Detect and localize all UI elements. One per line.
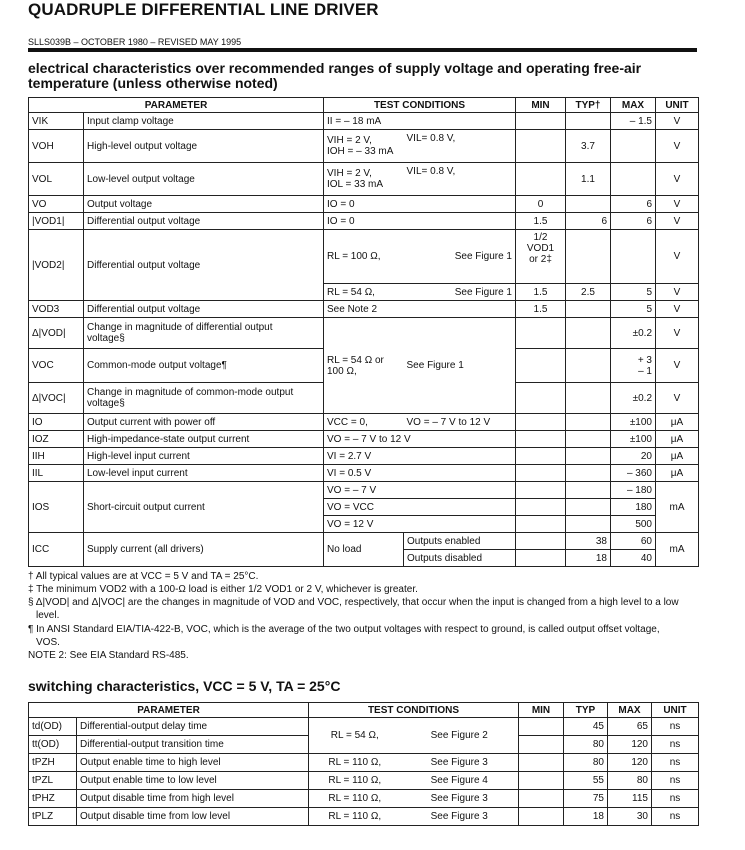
col-unit: UNIT: [656, 98, 699, 113]
description: voltage§: [87, 333, 125, 344]
condition: See Figure 3: [401, 790, 519, 808]
footnote-ddagger: ‡ The minimum VOD2 with a 100-Ω load is either 1/2 VOD1 or 2 V, whichever is greater.: [28, 584, 418, 595]
max-value: ±0.2: [611, 383, 656, 414]
condition: VI = 0.5 V: [324, 465, 516, 482]
condition: VIL= 0.8 V,: [404, 163, 516, 196]
description: Change in magnitude of common-mode output: [87, 387, 294, 398]
unit: V: [656, 284, 699, 301]
condition: II = – 18 mA: [324, 113, 516, 130]
description: High-level input current: [84, 448, 324, 465]
condition: See Figure 3: [401, 754, 519, 772]
symbol: IIL: [29, 465, 84, 482]
description: Output voltage: [84, 196, 324, 213]
table-row: [29, 790, 699, 808]
condition: IOH = – 33 mA: [327, 146, 394, 157]
max-value: 500: [611, 516, 656, 533]
unit: V: [656, 318, 699, 349]
typ-value: 55: [564, 772, 608, 790]
typ-value: 45: [564, 718, 608, 736]
unit: mA: [656, 482, 699, 533]
unit: ns: [652, 772, 699, 790]
condition: RL = 54 Ω,: [309, 718, 401, 754]
table-row: [29, 465, 699, 482]
symbol: td(OD): [29, 718, 77, 736]
min-value: 1.5: [516, 301, 566, 318]
typ-value: 80: [564, 754, 608, 772]
footnote-section-cont: level.: [36, 610, 60, 621]
typ-value: 80: [564, 736, 608, 754]
unit: ns: [652, 718, 699, 736]
symbol: tPZH: [29, 754, 77, 772]
symbol: Δ|VOD|: [29, 318, 84, 349]
symbol: |VOD1|: [29, 213, 84, 230]
condition: VI = 2.7 V: [324, 448, 516, 465]
max-value: 6: [611, 213, 656, 230]
table-row: [29, 448, 699, 465]
unit: μA: [656, 431, 699, 448]
condition: RL = 110 Ω,: [309, 808, 401, 826]
footnotes: [28, 570, 708, 662]
note-2: NOTE 2: See EIA Standard RS-485.: [28, 650, 189, 661]
condition: IO = 0: [324, 213, 516, 230]
typ-value: 38: [566, 533, 611, 550]
max-value: 120: [608, 754, 652, 772]
unit: μA: [656, 414, 699, 431]
table-row: [29, 318, 699, 349]
condition: VIH = 2 V,: [327, 135, 372, 146]
typ-value: 2.5: [566, 284, 611, 301]
max-value: 180: [611, 499, 656, 516]
electrical-table: [28, 97, 699, 567]
description: High-level output voltage: [84, 130, 324, 163]
table-row: [29, 772, 699, 790]
condition: RL = 110 Ω,: [309, 772, 401, 790]
condition: VO = VCC: [324, 499, 516, 516]
min-value: 0: [516, 196, 566, 213]
unit: ns: [652, 808, 699, 826]
unit: ns: [652, 790, 699, 808]
table-row: [29, 130, 699, 163]
description: Differential-output transition time: [77, 736, 309, 754]
typ-value: 1.1: [566, 163, 611, 196]
table-header: [29, 703, 699, 718]
footnote-section: § Δ|VOD| and Δ|VOC| are the changes in magnitude of VOD and VOC, respectively, that occur when the input is changed from a high level to a low: [28, 597, 679, 608]
table-row: [29, 431, 699, 448]
typ-value: 75: [564, 790, 608, 808]
condition: Outputs enabled: [404, 533, 516, 550]
table-row: [29, 163, 699, 196]
condition: RL = 54 Ω or 100 Ω,: [324, 318, 404, 414]
table-row: [29, 230, 699, 284]
switching-heading: switching characteristics, VCC = 5 V, TA = 25°C: [28, 678, 341, 694]
max-value: 20: [611, 448, 656, 465]
table-row: [29, 808, 699, 826]
max-value: 40: [611, 550, 656, 567]
unit: V: [656, 301, 699, 318]
col-parameter: PARAMETER: [29, 703, 309, 718]
condition: VO = – 7 V to 12 V: [404, 414, 516, 431]
col-test-conditions: TEST CONDITIONS: [324, 98, 516, 113]
table-row: [29, 533, 699, 550]
condition: See Figure 4: [401, 772, 519, 790]
unit: μA: [656, 465, 699, 482]
symbol: tPLZ: [29, 808, 77, 826]
description: Input clamp voltage: [84, 113, 324, 130]
condition: VO = – 7 V to 12 V: [324, 431, 516, 448]
unit: V: [656, 349, 699, 383]
description: Low-level output voltage: [84, 163, 324, 196]
description: Output enable time to low level: [77, 772, 309, 790]
condition: RL = 100 Ω,: [324, 230, 404, 284]
unit: μA: [656, 448, 699, 465]
description: Supply current (all drivers): [84, 533, 324, 567]
condition: VIH = 2 V,: [327, 168, 372, 179]
condition: No load: [324, 533, 404, 567]
col-typ: TYP†: [566, 98, 611, 113]
symbol: VOC: [29, 349, 84, 383]
description: voltage§: [87, 398, 125, 409]
unit: ns: [652, 736, 699, 754]
max-value: 30: [608, 808, 652, 826]
condition: VO = – 7 V: [324, 482, 516, 499]
condition: IOL = 33 mA: [327, 179, 384, 190]
min-value: 1/2 VOD1: [526, 232, 555, 254]
typ-value: 6: [566, 213, 611, 230]
symbol: tPHZ: [29, 790, 77, 808]
typ-value: 3.7: [566, 130, 611, 163]
typ-value: 18: [566, 550, 611, 567]
condition: VCC = 0,: [324, 414, 404, 431]
max-value: ±0.2: [611, 318, 656, 349]
footnote-paragraph-cont: VOS.: [36, 637, 60, 648]
footnote-dagger: † All typical values are at VCC = 5 V and TA = 25°C.: [28, 571, 259, 582]
min-value: 1.5: [516, 284, 566, 301]
col-parameter: PARAMETER: [29, 98, 324, 113]
condition: VIL= 0.8 V,: [404, 130, 516, 163]
max-value: 80: [608, 772, 652, 790]
condition: RL = 54 Ω,: [324, 284, 404, 301]
table-row: [29, 754, 699, 772]
page-title: QUADRUPLE DIFFERENTIAL LINE DRIVER: [28, 0, 379, 19]
max-value: 5: [611, 301, 656, 318]
title-rule: [28, 48, 697, 52]
description: Differential output voltage: [84, 230, 324, 301]
table-row: [29, 718, 699, 736]
unit: ns: [652, 754, 699, 772]
max-value: 60: [611, 533, 656, 550]
col-min: MIN: [516, 98, 566, 113]
condition: IO = 0: [324, 196, 516, 213]
condition: See Figure 2: [401, 718, 519, 754]
footnote-paragraph: ¶ In ANSI Standard EIA/TIA-422-B, VOC, which is the average of the two output voltages with respect to ground, is called output offset voltage,: [28, 624, 660, 635]
unit: V: [656, 230, 699, 284]
col-max: MAX: [608, 703, 652, 718]
max-value: – 360: [611, 465, 656, 482]
description: Differential output voltage: [84, 301, 324, 318]
condition: See Figure 1: [404, 284, 516, 301]
description: Output disable time from low level: [77, 808, 309, 826]
symbol: ICC: [29, 533, 84, 567]
min-value: or 2‡: [529, 254, 552, 265]
max-value: 5: [611, 284, 656, 301]
symbol: VOD3: [29, 301, 84, 318]
description: Short-circuit output current: [84, 482, 324, 533]
col-test-conditions: TEST CONDITIONS: [309, 703, 519, 718]
symbol: VIK: [29, 113, 84, 130]
max-value: 115: [608, 790, 652, 808]
table-row: [29, 213, 699, 230]
symbol: IO: [29, 414, 84, 431]
table-row: [29, 414, 699, 431]
document-id: SLLS039B – OCTOBER 1980 – REVISED MAY 1995: [28, 37, 242, 47]
condition: See Figure 3: [401, 808, 519, 826]
condition: RL = 110 Ω,: [309, 754, 401, 772]
description: Common-mode output voltage¶: [84, 349, 324, 383]
unit: mA: [656, 533, 699, 567]
symbol: VO: [29, 196, 84, 213]
symbol: IOS: [29, 482, 84, 533]
description: Output disable time from high level: [77, 790, 309, 808]
max-value: – 180: [611, 482, 656, 499]
condition: See Figure 1: [404, 230, 516, 284]
switching-table: [28, 702, 699, 826]
typ-value: 18: [564, 808, 608, 826]
description: High-impedance-state output current: [84, 431, 324, 448]
symbol: Δ|VOC|: [29, 383, 84, 414]
symbol: VOH: [29, 130, 84, 163]
description: Differential-output delay time: [77, 718, 309, 736]
symbol: IOZ: [29, 431, 84, 448]
electrical-heading-1: electrical characteristics over recommended ranges of supply voltage and operating free-air: [28, 60, 642, 76]
max-value: + 3: [637, 354, 652, 366]
description: Output current with power off: [84, 414, 324, 431]
table-row: [29, 482, 699, 499]
col-unit: UNIT: [652, 703, 699, 718]
max-value: 120: [608, 736, 652, 754]
condition: See Note 2: [324, 301, 516, 318]
symbol: |VOD2|: [29, 230, 84, 301]
max-value: ±100: [611, 414, 656, 431]
description: Low-level input current: [84, 465, 324, 482]
symbol: tPZL: [29, 772, 77, 790]
electrical-heading-2: temperature (unless otherwise noted): [28, 75, 278, 91]
min-value: 1.5: [516, 213, 566, 230]
table-row: [29, 301, 699, 318]
description: Output enable time to high level: [77, 754, 309, 772]
max-value: – 1.5: [611, 113, 656, 130]
unit: V: [656, 163, 699, 196]
unit: V: [656, 383, 699, 414]
unit: V: [656, 130, 699, 163]
description: Change in magnitude of differential output: [87, 322, 273, 333]
unit: V: [656, 196, 699, 213]
col-min: MIN: [519, 703, 564, 718]
col-max: MAX: [611, 98, 656, 113]
max-value: ±100: [611, 431, 656, 448]
symbol: IIH: [29, 448, 84, 465]
table-row: [29, 196, 699, 213]
symbol: VOL: [29, 163, 84, 196]
max-value: – 1: [638, 365, 652, 377]
table-header: [29, 98, 699, 113]
condition: RL = 110 Ω,: [309, 790, 401, 808]
condition: See Figure 1: [404, 318, 516, 414]
unit: V: [656, 113, 699, 130]
unit: V: [656, 213, 699, 230]
col-typ: TYP: [564, 703, 608, 718]
condition: VO = 12 V: [324, 516, 516, 533]
table-row: [29, 113, 699, 130]
max-value: 65: [608, 718, 652, 736]
condition: Outputs disabled: [404, 550, 516, 567]
max-value: 6: [611, 196, 656, 213]
symbol: tt(OD): [29, 736, 77, 754]
description: Differential output voltage: [84, 213, 324, 230]
